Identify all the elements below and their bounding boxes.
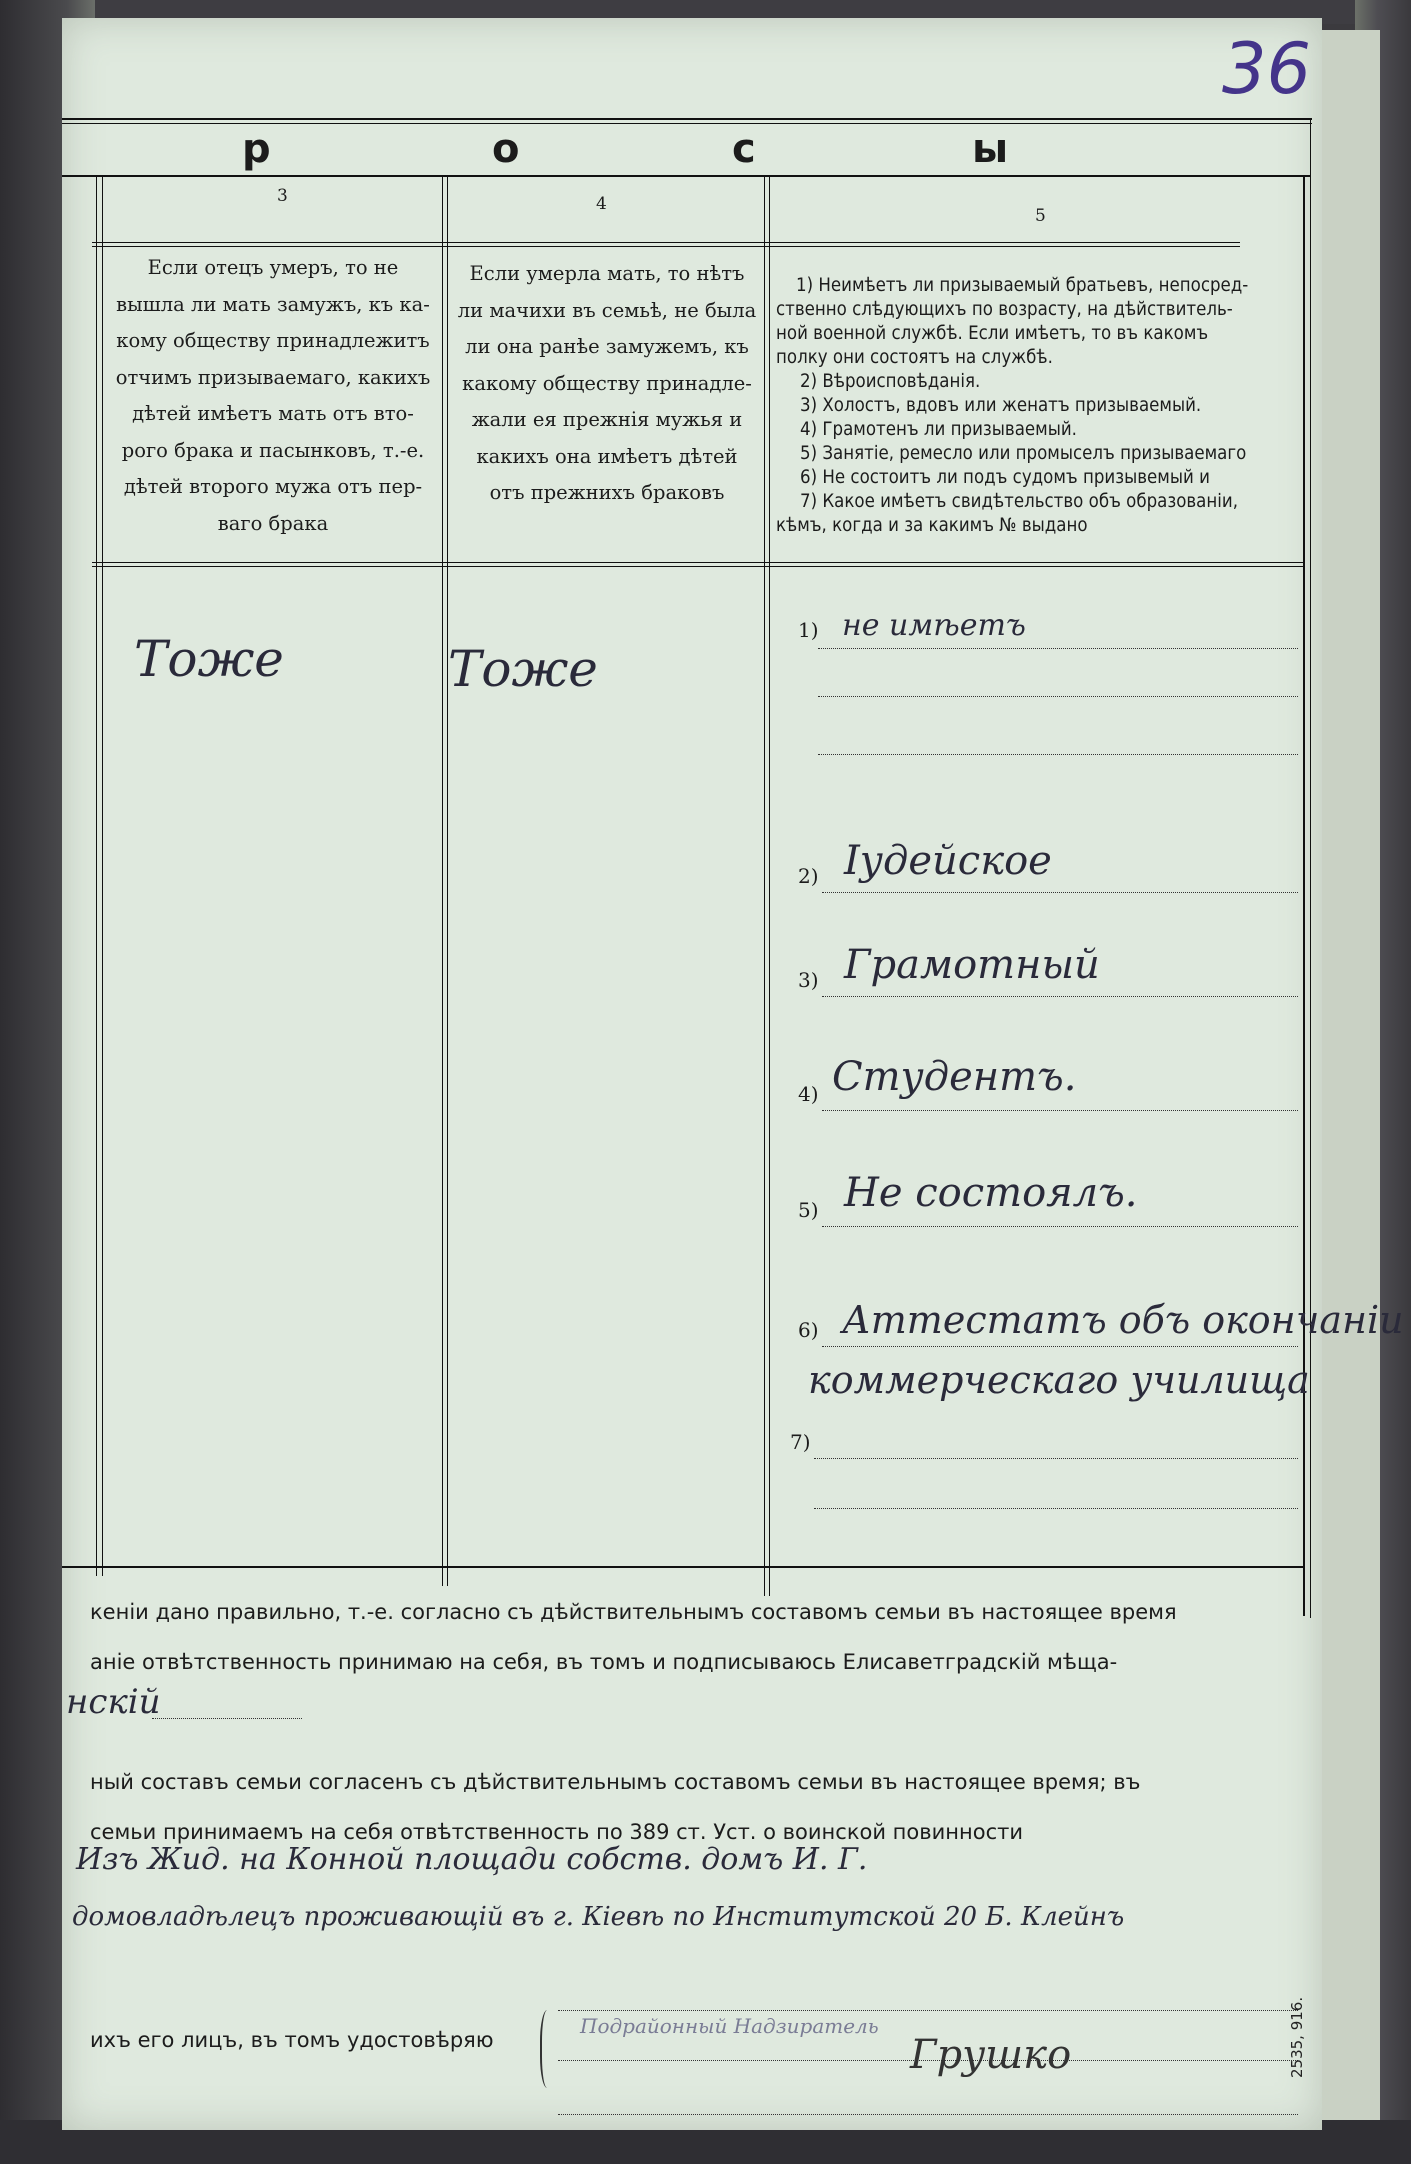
col5-line: 5) Занятіе, ремесло или промыселъ призываемаго bbox=[800, 443, 1247, 464]
answer-3-line bbox=[822, 996, 1298, 997]
number-row-rule bbox=[92, 242, 1240, 243]
col4-line: ли она ранѣе замужемъ, къ bbox=[465, 335, 749, 358]
answer-1-line bbox=[818, 648, 1298, 649]
answer-5-line bbox=[822, 1226, 1298, 1227]
column-3-question bbox=[108, 250, 438, 542]
header-letter-3: с bbox=[732, 126, 756, 172]
col4-line: какому обществу принадле- bbox=[462, 371, 752, 395]
column-5-questions bbox=[776, 274, 1301, 538]
column-3-answer: Тоже bbox=[134, 630, 284, 688]
certification-line: ихъ его лицъ, въ томъ удостовѣряю bbox=[90, 2028, 494, 2052]
col3-line: рого брака и пасынковъ, т.-е. bbox=[121, 438, 425, 462]
declaration-line-4: семьи принимаемъ на себя отвѣтственность по 389 ст. Уст. о воинской повинности bbox=[90, 1820, 1024, 1844]
declaration-signature-line bbox=[152, 1718, 302, 1719]
questions-rule bbox=[92, 562, 1304, 563]
answer-1-label: 1) bbox=[798, 618, 819, 642]
answer-1-line-3 bbox=[818, 754, 1298, 755]
header-rule-top-thin bbox=[62, 123, 1312, 124]
col3-line: Если отецъ умеръ, то не bbox=[147, 256, 399, 279]
answer-7-label: 7) bbox=[790, 1430, 811, 1454]
answer-7-line-2 bbox=[814, 1508, 1298, 1509]
col3-line: отчимъ призываемаго, какихъ bbox=[115, 365, 431, 389]
answer-1-text: не имѣетъ bbox=[842, 608, 1026, 643]
col4-line: жали ея прежнія мужья и bbox=[471, 408, 743, 431]
declaration-line-2: аніе отвѣтственность принимаю на себя, въ томъ и подписываюсь Елисаветградскій мѣща- bbox=[90, 1650, 1118, 1674]
col3-line: кому обществу принадлежитъ bbox=[116, 329, 430, 352]
col-line-3-4-b bbox=[447, 176, 448, 1586]
col-line-right-outer bbox=[1310, 118, 1311, 1618]
col5-line: 7) Какое имѣетъ свидѣтельство объ образованіи, bbox=[800, 491, 1238, 512]
col4-line: отъ прежнихъ браковъ bbox=[489, 481, 725, 504]
header-letter-1: р bbox=[242, 126, 271, 172]
questions-rule-2 bbox=[92, 566, 1304, 567]
column-4-number: 4 bbox=[596, 194, 607, 214]
answer-7-line bbox=[814, 1458, 1298, 1459]
answer-4-text: Студентъ. bbox=[832, 1054, 1077, 1100]
certification-brace bbox=[540, 2010, 558, 2088]
col5-line: 6) Не состоитъ ли подъ судомъ призывемый и bbox=[800, 467, 1210, 488]
column-4-answer: Тоже bbox=[448, 640, 598, 698]
answer-4-label: 4) bbox=[798, 1082, 819, 1106]
answer-2-text: Іудейское bbox=[844, 838, 1052, 884]
official-stamp: Подрайонный Надзиратель bbox=[580, 2014, 879, 2038]
col5-line: 3) Холостъ, вдовъ или женатъ призываемый. bbox=[800, 395, 1202, 416]
number-row-rule-2 bbox=[92, 246, 1240, 247]
col5-line: полку они состоятъ на службѣ. bbox=[776, 347, 1053, 368]
col-line-3-4-a bbox=[442, 176, 443, 1586]
col3-line: дѣтей имѣетъ мать отъ вто- bbox=[132, 402, 414, 425]
col-line-left-b bbox=[102, 176, 103, 1576]
col4-line: какихъ она имѣетъ дѣтей bbox=[476, 444, 738, 468]
col4-line: Если умерла мать, то нѣтъ bbox=[469, 262, 745, 285]
column-3-number: 3 bbox=[277, 186, 288, 206]
answer-5-label: 5) bbox=[798, 1198, 819, 1222]
col5-line: 1) Неимѣетъ ли призываемый братьевъ, непосред- bbox=[796, 275, 1249, 296]
header-letter-2: о bbox=[492, 126, 520, 172]
col5-line: ственно слѣдующихъ по возрасту, на дѣйствитель- bbox=[776, 299, 1233, 320]
declaration-handwriting-2: Изъ Жид. на Конной площади собств. домъ И. Г. bbox=[76, 1842, 868, 1877]
answer-2-label: 2) bbox=[798, 864, 819, 888]
col3-line: дѣтей второго мужа отъ пер- bbox=[123, 475, 423, 498]
answer-2-line bbox=[822, 892, 1298, 893]
certification-line-bottom bbox=[558, 2114, 1298, 2115]
col5-line: ной военной службѣ. Если имѣетъ, то въ какомъ bbox=[776, 323, 1209, 344]
answer-5-text: Не состоялъ. bbox=[844, 1170, 1138, 1216]
official-signature: Грушко bbox=[910, 2032, 1072, 2078]
column-4-question bbox=[452, 256, 762, 512]
answer-4-line bbox=[822, 1110, 1298, 1111]
col5-line: кѣмъ, когда и за какимъ № выдано bbox=[776, 515, 1088, 536]
table-bottom-rule bbox=[62, 1566, 1304, 1568]
header-letter-4: ы bbox=[972, 126, 1009, 172]
col4-line: ли мачихи въ семьѣ, не была bbox=[457, 298, 757, 322]
certification-line-top bbox=[558, 2010, 1298, 2011]
col-line-left-a bbox=[96, 176, 97, 1576]
answer-6-label: 6) bbox=[798, 1318, 819, 1342]
answer-1-line-2 bbox=[818, 696, 1298, 697]
declaration-handwriting: нскій bbox=[66, 1682, 161, 1722]
column-5-number: 5 bbox=[1035, 206, 1046, 226]
answer-3-text: Грамотный bbox=[844, 942, 1100, 988]
col5-line: 2) Вѣроисповѣданія. bbox=[800, 371, 981, 392]
header-rule-top bbox=[62, 118, 1312, 120]
declaration-line-3: ный составъ семьи согласенъ съ дѣйствительнымъ составомъ семьи въ настоящее время; въ bbox=[90, 1770, 1141, 1794]
col5-line: 4) Грамотенъ ли призываемый. bbox=[800, 419, 1077, 440]
print-code: 2535, 916. bbox=[1288, 1996, 1306, 2078]
answer-6-text-2: коммерческаго училища bbox=[808, 1358, 1310, 1402]
col3-line: вышла ли мать замужъ, къ ка- bbox=[116, 292, 430, 316]
declaration-handwriting-3: домовладѣлецъ проживающій въ г. Кіевѣ по Институтской 20 Б. Клейнъ bbox=[72, 1902, 1125, 1932]
form-sheet bbox=[62, 18, 1404, 2130]
answer-6-line bbox=[822, 1346, 1298, 1347]
declaration-line-1: кеніи дано правильно, т.-е. согласно съ дѣйствительнымъ составомъ семьи въ настоящее время bbox=[90, 1600, 1177, 1624]
header-rule-bottom bbox=[62, 175, 1310, 177]
answer-6-text: Аттестатъ объ окончаніи bbox=[842, 1298, 1404, 1342]
col3-line: ваго брака bbox=[217, 511, 329, 535]
answer-3-label: 3) bbox=[798, 968, 819, 992]
col-line-4-5-a bbox=[764, 176, 765, 1596]
col-line-4-5-b bbox=[769, 176, 770, 1596]
page-number: 36 bbox=[1222, 28, 1312, 110]
